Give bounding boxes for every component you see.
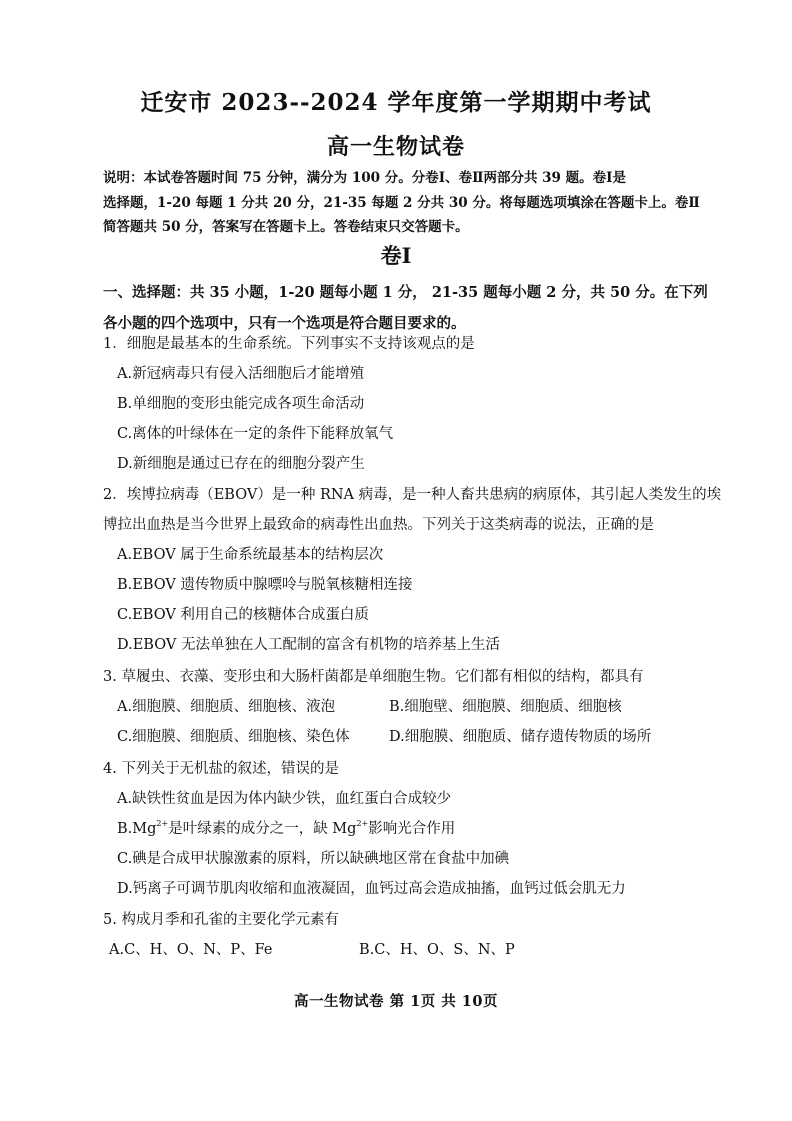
option-text: 影响光合作用 [368, 821, 456, 837]
option-row [103, 935, 723, 965]
option-c: C.离体的叶绿体在一定的条件下能释放氧气 [117, 426, 394, 442]
question-stem: 4. 下列关于无机盐的叙述，错误的是 [103, 761, 339, 777]
part-title: 卷Ⅰ [380, 243, 412, 268]
option-b: B.单细胞的变形虫能完成各项生命活动 [117, 396, 365, 412]
section-header-line: 各小题的四个选项中，只有一个选项是符合题目要求的。 [103, 315, 466, 332]
question-4 [103, 754, 723, 904]
ion-charge: 2+ [356, 819, 369, 828]
option-text: 是叶绿素的成分之一，缺 Mg [168, 821, 357, 837]
question-3 [103, 662, 723, 752]
option-row [103, 692, 723, 722]
instructions [103, 166, 703, 240]
option-b: B.C、H、O、S、N、P [359, 942, 515, 958]
exam-title: 迁安市 2023--2024 学年度第一学期期中考试 [140, 89, 652, 116]
option-c: C.EBOV 利用自己的核糖体合成蛋白质 [117, 607, 369, 623]
option-c: C.碘是合成甲状腺激素的原料，所以缺碘地区常在食盐中加碘 [117, 851, 510, 867]
option-a: A.EBOV 属于生命系统最基本的结构层次 [117, 547, 384, 563]
question-5 [103, 905, 723, 965]
instructions-line: 选择题，1-20 每题 1 分共 20 分，21-35 每题 2 分共 30 分。将每题选项填涂在答题卡上。卷Ⅱ [103, 194, 700, 211]
option-a: A.C、H、O、N、P、Fe [109, 942, 273, 958]
question-stem: 博拉出血热是当今世界上最致命的病毒性出血热。下列关于这类病毒的说法，正确的是 [103, 517, 654, 533]
question-stem: 2．埃博拉病毒（EBOV）是一种 RNA 病毒，是一种人畜共患病的病原体，其引起人类发生的埃 [103, 487, 722, 503]
option-b: B.细胞壁、细胞膜、细胞质、细胞核 [389, 699, 622, 715]
option-b: B.EBOV 遗传物质中腺嘌呤与脱氧核糖相连接 [117, 577, 413, 593]
option-d: D.新细胞是通过已存在的细胞分裂产生 [117, 456, 365, 472]
option-row [103, 722, 723, 752]
ion-charge: 2+ [156, 819, 169, 828]
option-a: A.缺铁性贫血是因为体内缺少铁，血红蛋白合成较少 [117, 791, 452, 807]
question-stem: 5. 构成月季和孔雀的主要化学元素有 [103, 912, 339, 928]
section-header-line: 一、选择题：共 35 小题，1-20 题每小题 1 分， 21-35 题每小题 2 分，共 50 分。在下列 [103, 284, 708, 301]
question-2 [103, 480, 723, 660]
option-d: D.细胞膜、细胞质、储存遗传物质的场所 [389, 729, 652, 745]
instructions-line: 说明：本试卷答题时间 75 分钟，满分为 100 分。分卷Ⅰ、卷Ⅱ两部分共 39 题。卷Ⅰ是 [103, 170, 626, 186]
option-b [103, 814, 723, 844]
option-c: C.细胞膜、细胞质、细胞核、染色体 [117, 729, 350, 745]
option-a: A.细胞膜、细胞质、细胞核、液泡 [117, 699, 336, 715]
option-d: D.钙离子可调节肌肉收缩和血液凝固，血钙过高会造成抽搐，血钙过低会肌无力 [117, 881, 626, 897]
option-a: A.新冠病毒只有侵入活细胞后才能增殖 [117, 366, 365, 382]
instructions-line: 简答题共 50 分，答案写在答题卡上。答卷结束只交答题卡。 [103, 219, 469, 235]
exam-subtitle: 高一生物试卷 [326, 134, 465, 160]
question-stem: 3. 草履虫、衣藻、变形虫和大肠杆菌都是单细胞生物。它们都有相似的结构，都具有 [103, 669, 644, 685]
page-footer: 高一生物试卷 第 1页 共 10页 [294, 993, 498, 1010]
option-text: B.Mg [117, 821, 157, 837]
question-1 [103, 329, 723, 479]
question-stem: 1．细胞是最基本的生命系统。下列事实不支持该观点的是 [103, 336, 475, 352]
option-d: D.EBOV 无法单独在人工配制的富含有机物的培养基上生活 [117, 637, 500, 653]
